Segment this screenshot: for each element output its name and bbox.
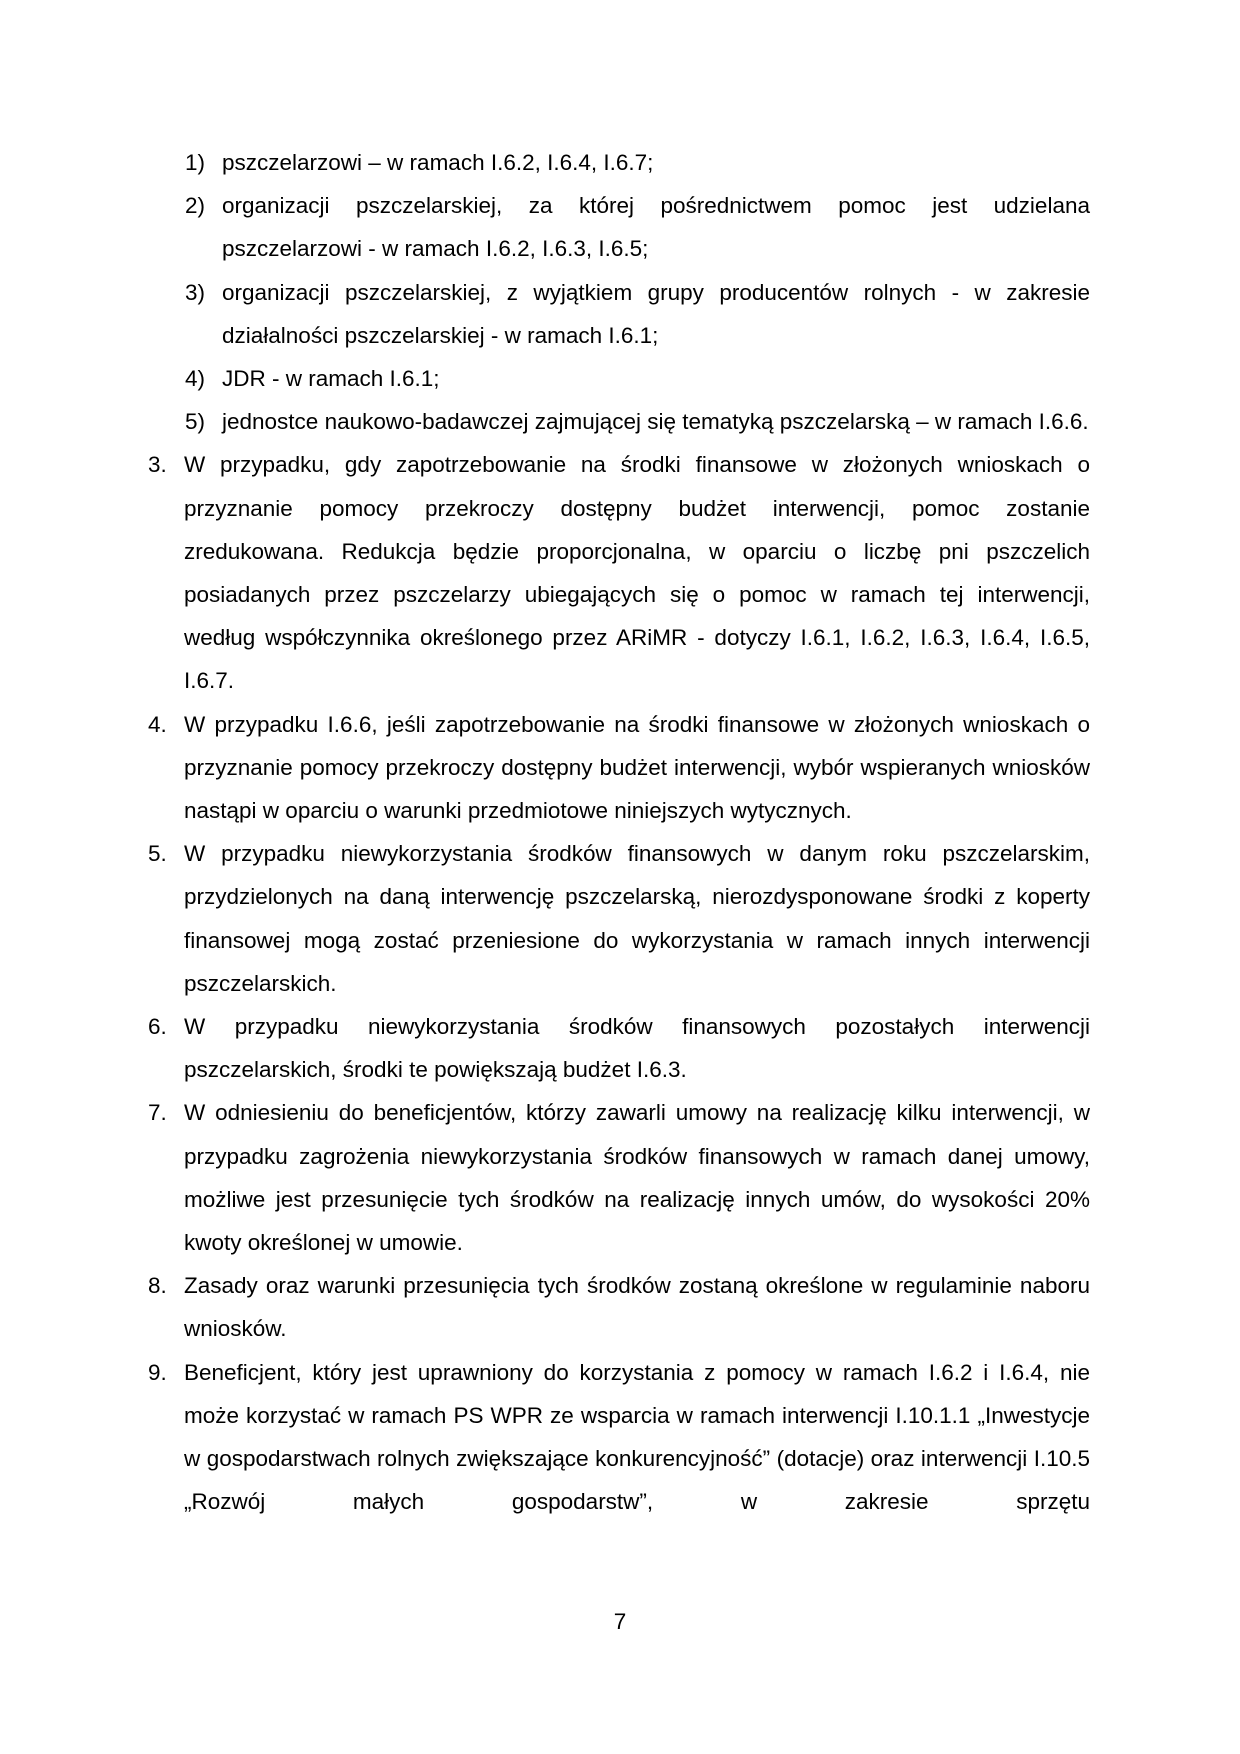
sub-item-number: 2) — [185, 193, 206, 219]
sub-list-item-2 — [148, 184, 1090, 270]
item-text: W przypadku niewykorzystania środków finansowych pozostałych interwencji pszczelarskich, środki te powiększają budżet I.6.3. — [184, 1014, 1090, 1083]
sub-item-text: organizacji pszczelarskiej, z wyjątkiem grupy producentów rolnych - w zakresie działalności pszczelarskiej - w ramach I.6.1; — [222, 279, 1090, 348]
sub-item-number: 5) — [185, 409, 206, 435]
list-item-8 — [148, 1264, 1090, 1350]
item-text: Beneficjent, który jest uprawniony do korzystania z pomocy w ramach I.6.2 i I.6.4, nie może korzystać w ramach PS WPR ze wsparcia w ramach interwencji I.10.1.1 „Inwestycje w gospodarstwach rolnych zwiększające konkurencyjność” (dotacje) oraz interwencji I.10.5 „Rozwój małych gospodarstw”, w zakresie sprzętu — [184, 1359, 1090, 1515]
sub-item-text: JDR - w ramach I.6.1; — [222, 366, 440, 392]
item-text: W przypadku I.6.6, jeśli zapotrzebowanie na środki finansowe w złożonych wnioskach o przyznanie pomocy przekroczy dostępny budżet interwencji, wybór wspieranych wniosków nastąpi w oparciu o warunki przedmiotowe niniejszych wytycznych. — [184, 711, 1090, 824]
item-number: 8. — [148, 1273, 167, 1299]
list-item-7 — [148, 1091, 1090, 1264]
sub-list-item-3 — [148, 271, 1090, 357]
list-item-4 — [148, 703, 1090, 833]
list-item-5 — [148, 832, 1090, 1005]
page-content — [148, 141, 1090, 1524]
list-item-6 — [148, 1005, 1090, 1091]
item-text: W przypadku, gdy zapotrzebowanie na środki finansowe w złożonych wnioskach o przyznanie pomocy przekroczy dostępny budżet interwencji, pomoc zostanie zredukowana. Redukcja będzie proporcjonalna, w oparciu o liczbę pni pszczelich posiadanych przez pszczelarzy ubiegających się o pomoc w ramach tej interwencji, według współczynnika określonego przez ARiMR - dotyczy I.6.1, I.6.2, I.6.3, I.6.4, I.6.5, I.6.7. — [184, 452, 1090, 694]
sub-item-text: organizacji pszczelarskiej, za której pośrednictwem pomoc jest udzielana pszczelarzowi - w ramach I.6.2, I.6.3, I.6.5; — [222, 193, 1090, 262]
item-number: 6. — [148, 1014, 167, 1040]
sub-list-item-5 — [148, 400, 1090, 443]
item-text: W przypadku niewykorzystania środków finansowych w danym roku pszczelarskim, przydzielonych na daną interwencję pszczelarską, nierozdysponowane środki z koperty finansowej mogą zostać przeniesione do wykorzystania w ramach innych interwencji pszczelarskich. — [184, 841, 1090, 996]
list-item-3 — [148, 443, 1090, 702]
list-item-9 — [148, 1351, 1090, 1524]
sub-item-number: 3) — [185, 279, 206, 305]
sub-item-number: 1) — [185, 150, 206, 175]
sub-item-text: pszczelarzowi – w ramach I.6.2, I.6.4, I.6.7; — [222, 150, 654, 175]
sub-item-text: jednostce naukowo-badawczej zajmującej się tematyką pszczelarską – w ramach I.6.6. — [222, 409, 1089, 435]
item-number: 7. — [148, 1100, 167, 1126]
item-text: Zasady oraz warunki przesunięcia tych środków zostaną określone w regulaminie naboru wniosków. — [184, 1273, 1090, 1342]
sub-item-number: 4) — [185, 366, 206, 392]
sub-list-item-1 — [148, 141, 1090, 184]
item-number: 4. — [148, 711, 167, 737]
item-number: 5. — [148, 841, 167, 867]
item-number: 9. — [148, 1359, 167, 1385]
sub-list-item-4 — [148, 357, 1090, 400]
page-number: 7 — [613, 1609, 627, 1634]
item-text: W odniesieniu do beneficjentów, którzy zawarli umowy na realizację kilku interwencji, w przypadku zagrożenia niewykorzystania środków finansowych w ramach danej umowy, możliwe jest przesunięcie tych środków na realizację innych umów, do wysokości 20% kwoty określonej w umowie. — [184, 1100, 1090, 1256]
item-number: 3. — [148, 452, 167, 478]
